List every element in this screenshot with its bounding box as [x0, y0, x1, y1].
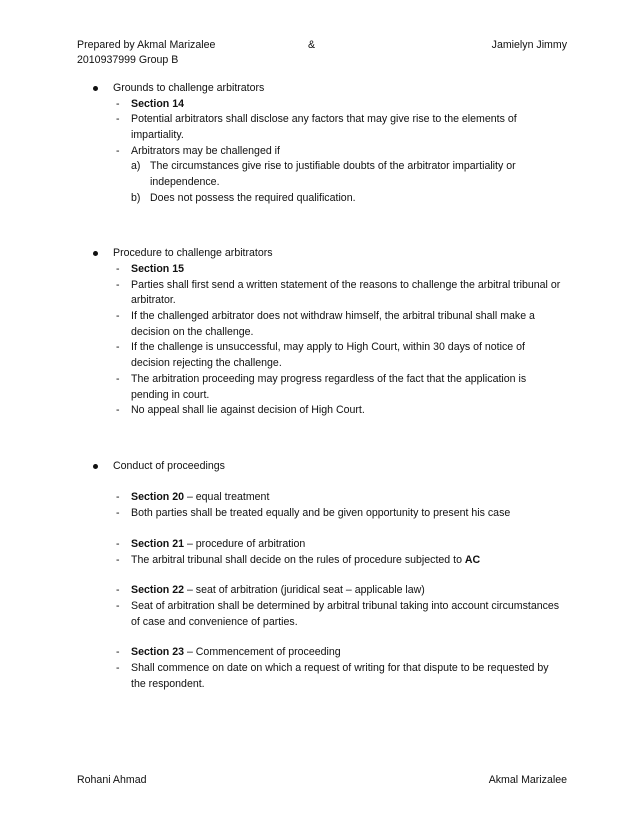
item-text: If the challenged arbitrator does not withdraw himself, the arbitral tribunal shall make a decision on the challenge. — [131, 310, 535, 338]
bullet-heading — [0, 81, 638, 97]
bullet-heading — [0, 459, 638, 475]
item-text: Seat of arbitration shall be determined by arbitral tribunal taking into account circumstances of case and convenience of parties. — [131, 599, 560, 628]
list-item — [0, 97, 638, 113]
dash-marker: - — [116, 341, 120, 354]
header-ampersand: & — [308, 39, 316, 51]
list-item — [0, 340, 638, 371]
section-grounds — [0, 81, 638, 206]
list-item — [0, 537, 638, 553]
list-item — [0, 490, 638, 506]
sub-item — [0, 191, 638, 207]
list-item — [0, 583, 638, 599]
list-item — [0, 599, 638, 630]
dash-marker: - — [116, 97, 120, 110]
dash-marker: - — [116, 113, 120, 126]
list-item — [0, 645, 638, 661]
dash-marker: - — [116, 404, 120, 417]
bullet-heading — [0, 246, 638, 262]
dash-marker: - — [116, 262, 120, 275]
list-item — [0, 553, 638, 569]
footer-right: Akmal Marizalee — [488, 774, 567, 786]
section-label: Section 15 — [131, 262, 184, 275]
section-desc: – Commencement of proceeding — [184, 646, 341, 659]
section-procedure — [0, 246, 638, 419]
footer-left: Rohani Ahmad — [77, 774, 147, 786]
heading-text: Conduct of proceedings — [113, 459, 225, 472]
item-text: Potential arbitrators shall disclose any factors that may give rise to the elements of impartiality. — [131, 113, 517, 141]
list-item — [0, 278, 638, 309]
dash-marker: - — [116, 310, 120, 323]
section-label: Section 23 — [131, 646, 184, 659]
dash-marker: - — [116, 584, 120, 597]
bullet-icon — [93, 86, 98, 91]
list-item — [0, 144, 638, 160]
item-text: Arbitrators may be challenged if — [131, 144, 280, 157]
item-bold: AC — [464, 553, 481, 566]
section-desc: – seat of arbitration (juridical seat – applicable law) — [184, 584, 425, 597]
dash-marker: - — [116, 537, 120, 550]
dash-marker: - — [116, 599, 120, 612]
section-label: Section 14 — [131, 97, 184, 110]
dash-marker: - — [116, 553, 120, 566]
sub-item — [0, 159, 638, 190]
page-footer — [77, 773, 567, 788]
page-content — [0, 81, 638, 692]
sub-text: The circumstances give rise to justifiable doubts of the arbitrator impartiality or independence. — [150, 160, 516, 189]
dash-marker: - — [116, 507, 120, 520]
item-text: The arbitration proceeding may progress regardless of the fact that the application is pending in court. — [131, 372, 527, 401]
item-text: If the challenge is unsuccessful, may apply to High Court, within 30 days of notice of decision rejecting the challenge. — [131, 341, 525, 370]
header-group: 2010937999 Group B — [77, 54, 179, 66]
dash-marker: - — [116, 144, 120, 157]
list-item — [0, 372, 638, 403]
list-item — [0, 403, 638, 419]
section-label: Section 22 — [131, 584, 184, 597]
dash-marker: - — [116, 372, 120, 385]
header-coauthor: Jamielyn Jimmy — [491, 39, 567, 51]
sub-marker: b) — [131, 191, 141, 204]
header-author: Prepared by Akmal Marizalee — [77, 39, 216, 51]
item-text: The arbitral tribunal shall decide on the rules of procedure subjected to — [131, 553, 465, 566]
item-text: Both parties shall be treated equally and be given opportunity to present his case — [131, 507, 511, 520]
dash-marker: - — [116, 646, 120, 659]
item-text: No appeal shall lie against decision of High Court. — [131, 404, 365, 417]
sub-marker: a) — [131, 160, 141, 173]
item-text: Shall commence on date on which a request of writing for that dispute to be requested by the respondent. — [131, 662, 549, 690]
list-item — [0, 262, 638, 278]
bullet-icon — [93, 251, 98, 256]
dash-marker: - — [116, 278, 120, 291]
dash-marker: - — [116, 662, 120, 675]
list-item — [0, 309, 638, 340]
bullet-icon — [93, 464, 98, 469]
page-header — [77, 38, 567, 68]
section-label: Section 21 — [131, 537, 184, 550]
list-item — [0, 112, 638, 143]
section-desc: – equal treatment — [184, 491, 270, 504]
list-item — [0, 661, 638, 692]
section-desc: – procedure of arbitration — [184, 537, 306, 550]
heading-text: Grounds to challenge arbitrators — [113, 82, 265, 94]
item-text: Parties shall first send a written statement of the reasons to challenge the arbitral tribunal or arbitrator. — [131, 278, 561, 307]
section-conduct — [0, 459, 638, 693]
dash-marker: - — [116, 491, 120, 504]
sub-text: Does not possess the required qualification. — [150, 191, 356, 204]
list-item — [0, 506, 638, 522]
section-label: Section 20 — [131, 491, 184, 504]
heading-text: Procedure to challenge arbitrators — [113, 247, 273, 260]
